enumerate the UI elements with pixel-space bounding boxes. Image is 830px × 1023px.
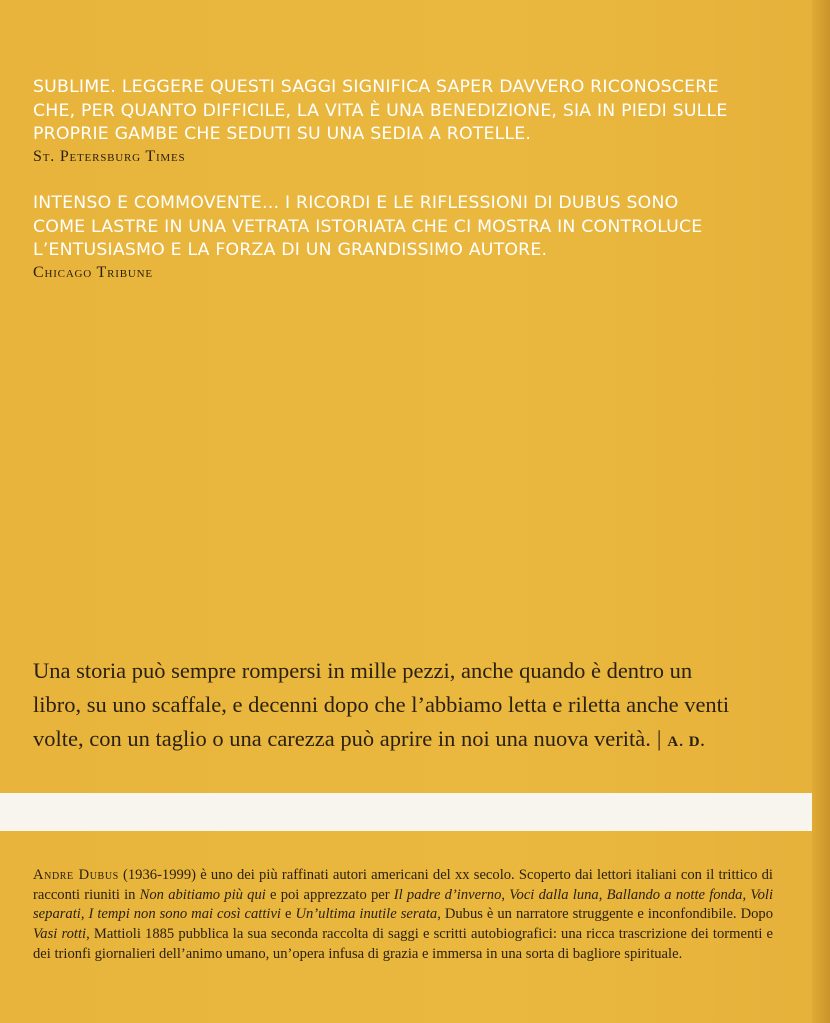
- excerpt-line: Una storia può sempre rompersi in mille pezzi, anche quando è dentro un: [33, 658, 693, 683]
- author-name: Andre Dubus: [33, 867, 119, 883]
- bio-text: ,: [598, 886, 607, 903]
- review-quote-line: SUBLIME. LEGGERE QUESTI SAGGI SIGNIFICA SAPER DAVVERO RICONOSCERE: [33, 77, 719, 97]
- bio-text: (1936-1999) è uno dei più raffinati autori americani del xx secolo. Scoperto dai lettori italiani con il trittico di racconti riuniti in: [33, 867, 773, 903]
- book-title: Vasi rotti: [33, 926, 87, 943]
- book-title: Ballando a notte fonda: [606, 886, 743, 903]
- author-bio: [33, 866, 773, 965]
- bio-text: , Dubus è un narratore struggente e inconfondibile. Dopo: [437, 906, 773, 923]
- review-quote-line: CHE, PER QUANTO DIFFICILE, LA VITA È UNA BENEDIZIONE, SIA IN PIEDI SULLE: [33, 100, 728, 121]
- review-quote-line: PROPRIE GAMBE CHE SEDUTI SU UNA SEDIA A ROTELLE.: [33, 124, 532, 144]
- book-excerpt: [33, 654, 793, 759]
- bio-text: e poi apprezzato per: [265, 886, 394, 903]
- review-source: St. Petersburg Times: [33, 147, 186, 165]
- review-quote-text: [33, 76, 773, 147]
- review-quote-line: INTENSO E COMMOVENTE… I RICORDI E LE RIFLESSIONI DI DUBUS SONO: [33, 193, 679, 213]
- bio-text: ,: [742, 886, 751, 903]
- bio-text: , Mattioli 1885 pubblica la sua seconda raccolta di saggi e scritti autobiografici: una ricca trascrizione dei tormenti e dei trionfi giornalieri dell’animo umano, un’opera infusa di grazia e immersa in una sorta di bagliore spirituale.: [33, 926, 773, 962]
- bio-text: ,: [80, 906, 89, 923]
- white-stripe: [0, 793, 812, 831]
- bio-text: e: [281, 906, 296, 923]
- review-quote-text: [33, 192, 773, 263]
- excerpt-line: libro, su uno scaffale, e decenni dopo che l’abbiamo letta e riletta anche venti: [33, 692, 730, 717]
- author-initials: A. D.: [667, 734, 706, 750]
- book-title: Il padre d’inverno: [393, 886, 502, 903]
- review-source: Chicago Tribune: [33, 263, 153, 281]
- book-title: Voli separati: [33, 886, 774, 923]
- book-title: Voci dalla luna: [509, 886, 599, 903]
- review-quote-1: [33, 76, 773, 166]
- cover-edge: [812, 0, 830, 1023]
- excerpt-line: volte, con un taglio o una carezza può aprire in noi una nuova verità.: [33, 726, 651, 751]
- book-title: Un’ultima inutile serata: [295, 906, 438, 923]
- excerpt-separator: |: [656, 726, 662, 751]
- review-quote-line: L’ENTUSIASMO E LA FORZA DI UN GRANDISSIMO AUTORE.: [33, 240, 548, 260]
- book-title: Non abitiamo più qui: [139, 886, 266, 903]
- review-quote-2: [33, 192, 773, 282]
- review-quote-line: COME LASTRE IN UNA VETRATA ISTORIATA CHE CI MOSTRA IN CONTROLUCE: [33, 216, 703, 237]
- bio-text: ,: [501, 886, 510, 903]
- book-title: I tempi non sono mai così cattivi: [88, 906, 281, 923]
